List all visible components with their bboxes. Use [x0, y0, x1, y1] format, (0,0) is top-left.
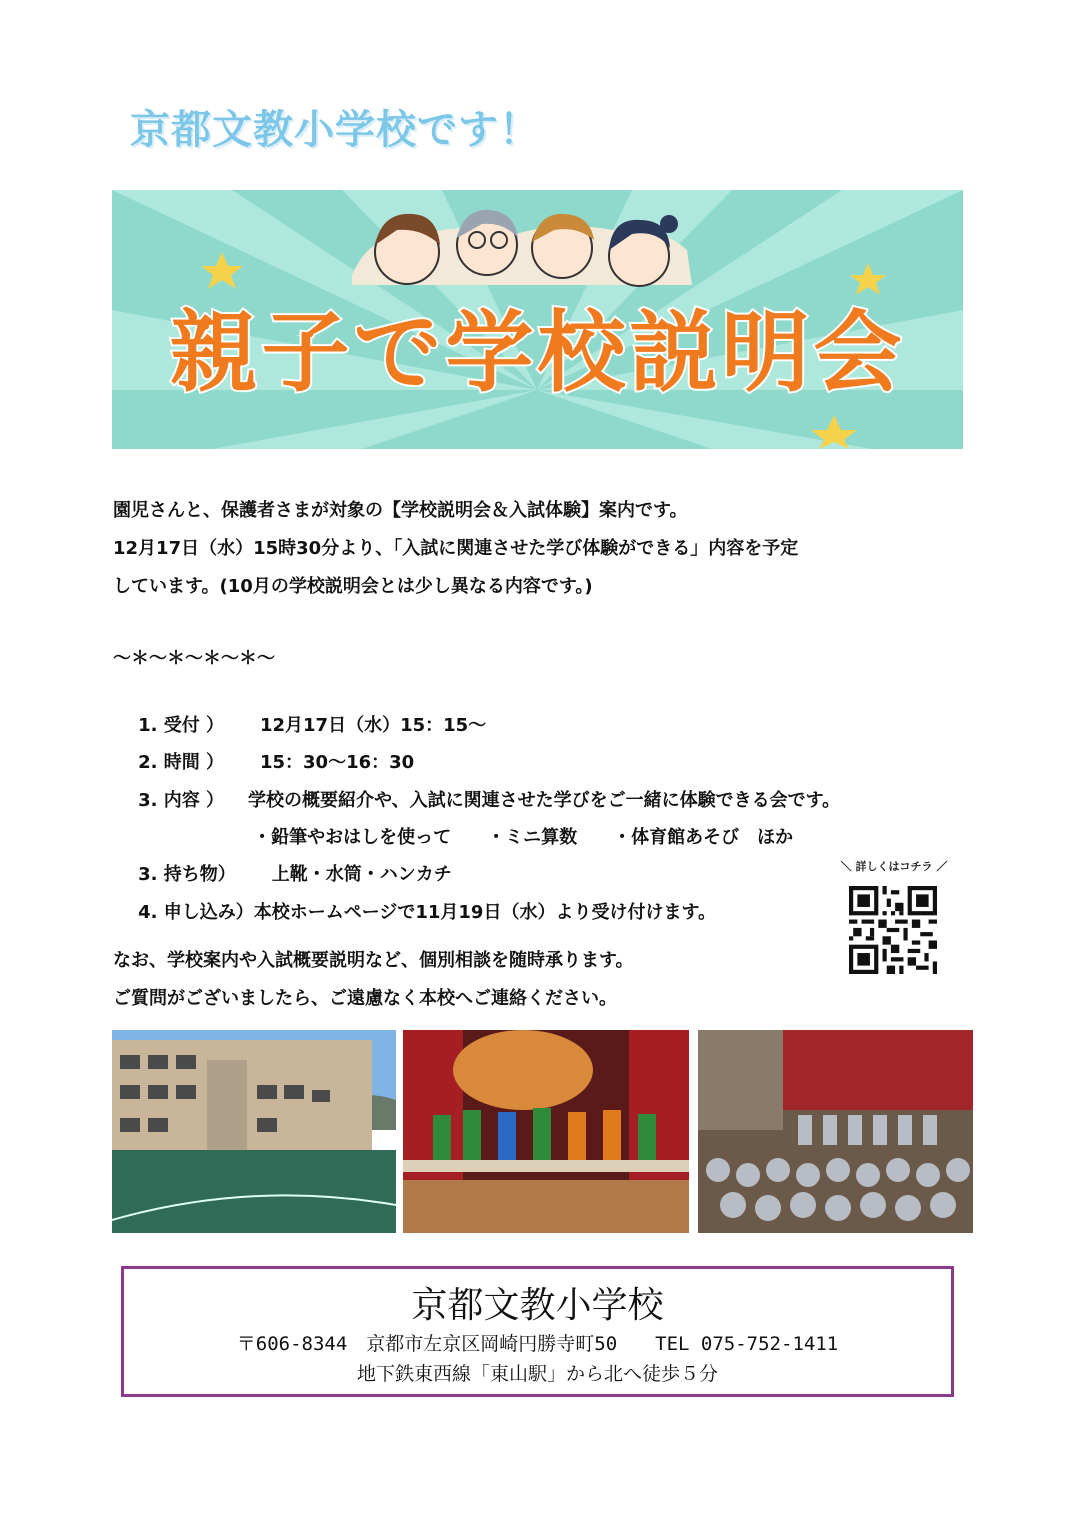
- school-name: 京都文教小学校: [411, 1285, 664, 1326]
- detail-label: 2. 時間 ）: [138, 752, 224, 773]
- detail-value: ・鉛筆やおはしを使って ・ミニ算数 ・体育館あそび ほか: [253, 827, 794, 848]
- closing-line: なお、学校案内や入試概要説明など、個別相談を随時承ります。: [113, 950, 634, 971]
- detail-belongings: [113, 830, 452, 885]
- qr-label: ＼ 詳しくはコチラ ／: [840, 860, 948, 873]
- detail-label: 4. 申し込み）: [138, 902, 254, 923]
- closing-text: [113, 942, 634, 1018]
- detail-value: 15：30～16：30: [259, 752, 415, 773]
- detail-reception: [113, 681, 487, 736]
- qr-code-icon[interactable]: [849, 886, 937, 974]
- separator: ～＊～＊～＊～＊～: [113, 648, 275, 669]
- stage-performance-photo: [403, 1030, 689, 1233]
- school-info-box: [121, 1266, 954, 1397]
- page-heading: 京都文教小学校です！: [130, 107, 540, 153]
- detail-label: 1. 受付 ）: [138, 715, 224, 736]
- qr-section: [838, 858, 950, 874]
- detail-label: 3. 内容 ）: [138, 790, 224, 811]
- detail-content-items: [228, 793, 794, 848]
- school-access: 地下鉄東西線「東山駅」から北へ徒歩５分: [356, 1363, 718, 1385]
- detail-time: [113, 718, 415, 773]
- detail-label: 3. 持ち物）: [138, 864, 236, 885]
- school-building-photo: [112, 1030, 396, 1233]
- detail-application: [113, 868, 717, 923]
- detail-content: [113, 756, 841, 811]
- intro-line: 12月17日（水）15時30分より、「入試に関連させた学び体験ができる」内容を予定: [113, 538, 799, 559]
- banner-title: 親子で学校説明会: [169, 301, 906, 404]
- intro-line: 園児さんと、保護者さまが対象の【学校説明会＆入試体験】案内です。: [113, 500, 688, 521]
- detail-value: 本校ホームページで11月19日（水）より受け付けます。: [253, 902, 717, 923]
- intro-text: [113, 492, 973, 606]
- detail-value: 上靴・水筒・ハンカチ: [271, 864, 452, 885]
- detail-value: 12月17日（水）15：15～: [259, 715, 487, 736]
- detail-value: 学校の概要紹介や、入試に関連させた学びをご一緒に体験できる会です。: [247, 790, 841, 811]
- closing-line: ご質問がございましたら、ご遠慮なく本校へご連絡ください。: [113, 988, 617, 1009]
- intro-line: しています。(10月の学校説明会とは少し異なる内容です。): [113, 576, 593, 597]
- school-address: 〒606-8344 京都市左京区岡崎円勝寺町50 TEL 075-752-1411: [236, 1333, 839, 1355]
- assembly-hall-photo: [698, 1030, 973, 1233]
